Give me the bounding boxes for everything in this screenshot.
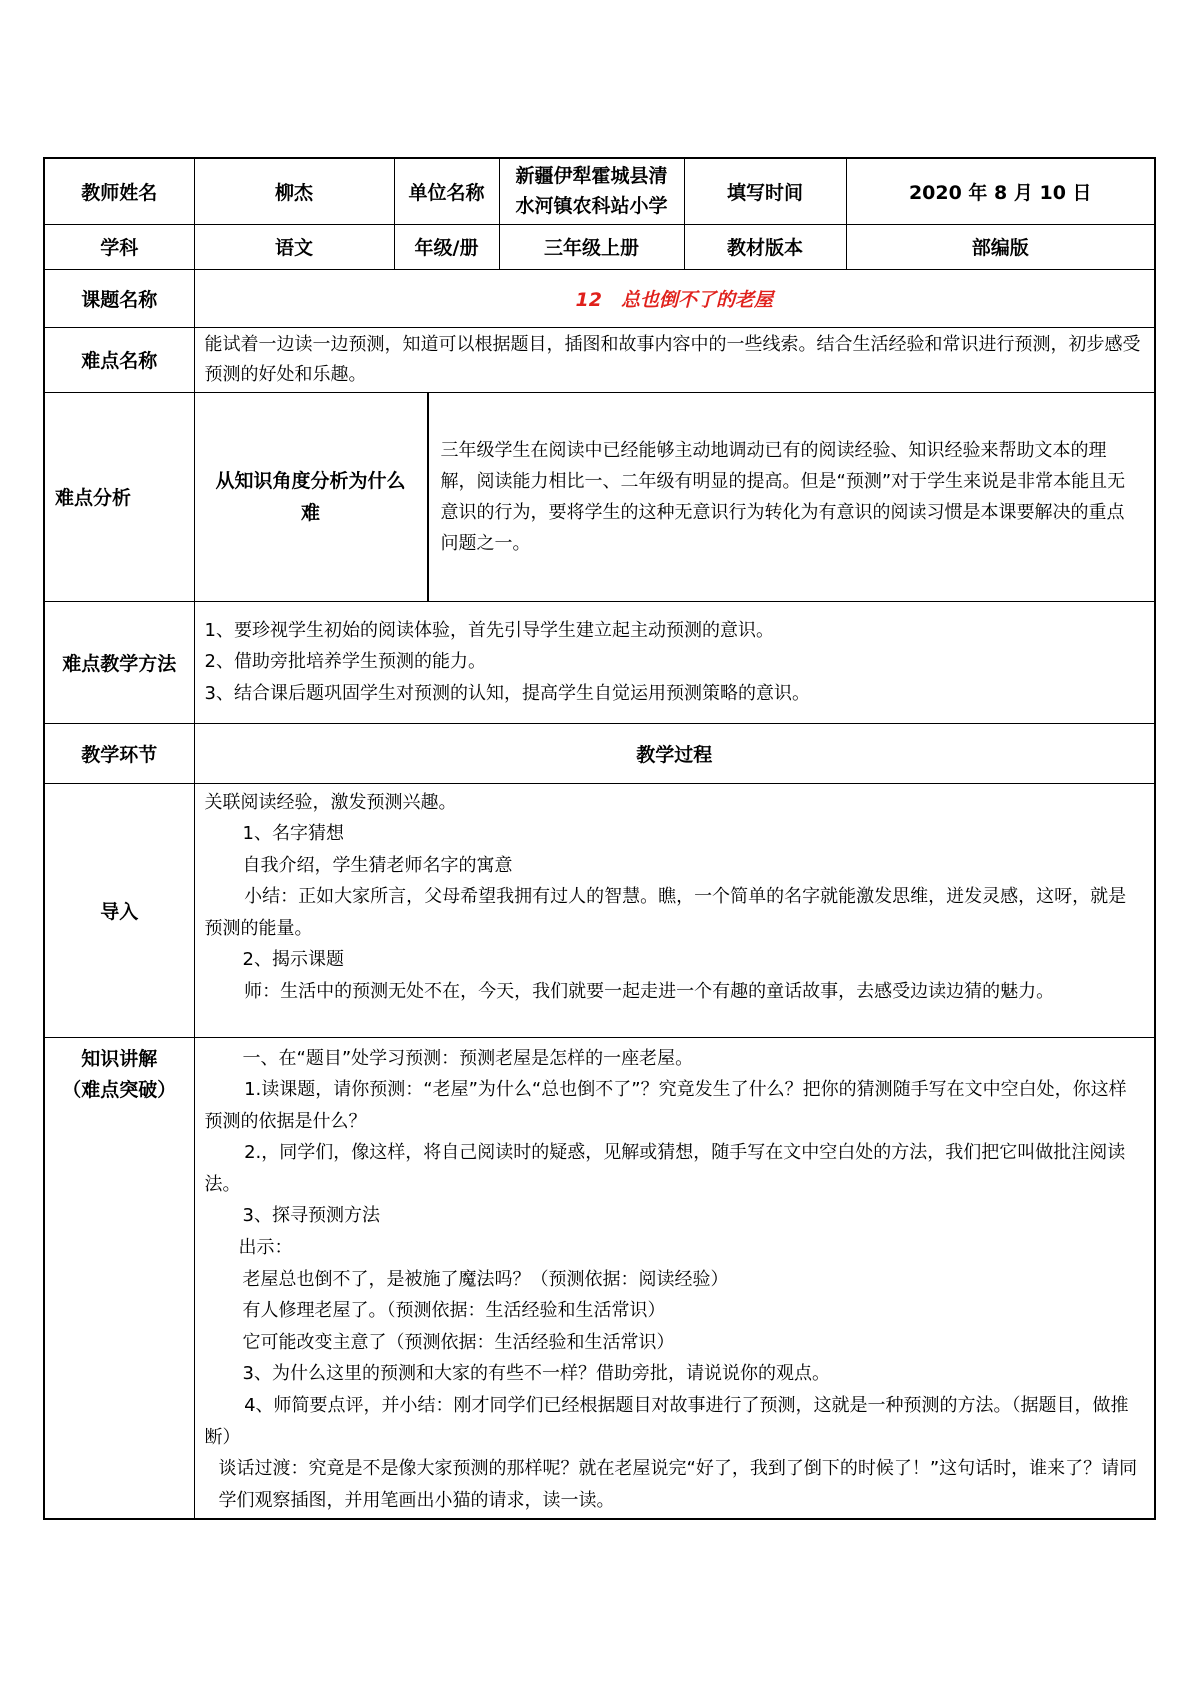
difficulty-name-text: 能试着一边读一边预测，知道可以根据题目，插图和故事内容中的一些线索。结合生活经验和常识进行预测，初步感受预测的好处和乐趣。 [194, 327, 1155, 392]
knowledge-row [44, 1037, 1155, 1519]
intro-line: 小结：正如大家所言，父母希望我拥有过人的智慧。瞧，一个简单的名字就能激发思维，迸发灵感，这呀，就是预测的能量。 [204, 886, 1127, 939]
subject-value: 语文 [194, 224, 394, 269]
knowledge-line: 它可能改变主意了（预测依据：生活经验和生活常识） [242, 1331, 675, 1353]
method-item: 1、要珍视学生初始的阅读体验，首先引导学生建立起主动预测的意识。 [204, 619, 774, 641]
method-label: 难点教学方法 [44, 601, 194, 723]
knowledge-label [44, 1037, 194, 1519]
date-value: 2020 年 8 月 10 日 [846, 158, 1155, 224]
edition-value: 部编版 [846, 224, 1155, 269]
unit-name-line1: 新疆伊犁霍城县清 [515, 165, 668, 188]
knowledge-line: 一、在“题目”处学习预测：预测老屋是怎样的一座老屋。 [242, 1047, 694, 1069]
analysis-sub-label: 从知识角度分析为什么难 [195, 393, 428, 601]
difficulty-name-row [44, 327, 1155, 392]
teacher-label: 教师姓名 [44, 158, 194, 224]
intro-line: 1、名字猜想 [242, 823, 344, 844]
lesson-title: 12 总也倒不了的老屋 [194, 269, 1155, 327]
unit-label: 单位名称 [394, 158, 499, 224]
difficulty-analysis-label: 难点分析 [44, 392, 194, 601]
knowledge-line: 1.读课题，请你预测：“老屋”为什么“总也倒不了”？究竟发生了什么？把你的猜测随手写在文中空白处，你这样预测的依据是什么？ [204, 1079, 1127, 1132]
difficulty-name-label: 难点名称 [44, 327, 194, 392]
intro-row [44, 783, 1155, 1037]
edition-label: 教材版本 [684, 224, 846, 269]
knowledge-line: 谈话过渡：究竟是不是像大家预测的那样呢？就在老屋说完“好了，我到了倒下的时候了！”这句话时，谁来了？请同学们观察插图，并用笔画出小猫的请求，读一读。 [218, 1458, 1138, 1511]
process-label: 教学过程 [194, 723, 1155, 783]
intro-line: 自我介绍，学生猜老师名字的寓意 [242, 854, 513, 876]
subject-label: 学科 [44, 224, 194, 269]
unit-name-line2: 水河镇农科站小学 [515, 195, 668, 218]
knowledge-content [194, 1037, 1155, 1519]
intro-label: 导入 [44, 783, 194, 1037]
knowledge-line: 老屋总也倒不了，是被施了魔法吗？（预测依据：阅读经验） [242, 1268, 729, 1290]
teacher-name: 柳杰 [194, 158, 394, 224]
analysis-text: 三年级学生在阅读中已经能够主动地调动已有的阅读经验、知识经验来帮助文本的理解，阅读能力相比一、二年级有明显的提高。但是“预测”对于学生来说是非常本能且无意识的行为，要将学生的这种无意识行为转化为有意识的阅读习惯是本课要解决的重点问题之一。 [440, 439, 1126, 554]
header-row-teacher [44, 158, 1155, 224]
grade-label: 年级/册 [394, 224, 499, 269]
header-row-subject [44, 224, 1155, 269]
knowledge-line: 出示： [238, 1237, 293, 1259]
difficulty-analysis-cell [194, 392, 1155, 601]
date-label: 填写时间 [684, 158, 846, 224]
intro-line: 师：生活中的预测无处不在，今天，我们就要一起走进一个有趣的童话故事，去感受边读边猜的魅力。 [244, 980, 1055, 1002]
intro-content [194, 783, 1155, 1037]
knowledge-line: 3、为什么这里的预测和大家的有些不一样？借助旁批，请说说你的观点。 [242, 1363, 830, 1385]
analysis-inner-table [195, 393, 1155, 601]
method-list [194, 601, 1155, 723]
stage-label: 教学环节 [44, 723, 194, 783]
knowledge-line: 2.，同学们，像这样，将自己阅读时的疑惑，见解或猜想，随手写在文中空白处的方法，我们把它叫做批注阅读法。 [204, 1142, 1126, 1195]
method-row [44, 601, 1155, 723]
grade-value: 三年级上册 [499, 224, 684, 269]
intro-line: 关联阅读经验，激发预测兴趣。 [204, 791, 457, 813]
difficulty-analysis-row [44, 392, 1155, 601]
knowledge-line: 有人修理老屋了。（预测依据：生活经验和生活常识） [242, 1300, 666, 1322]
lesson-plan-table [43, 157, 1156, 1520]
lesson-title-row [44, 269, 1155, 327]
intro-line: 2、揭示课题 [242, 949, 344, 970]
method-item: 2、借助旁批培养学生预测的能力。 [204, 651, 486, 673]
lesson-title-label: 课题名称 [44, 269, 194, 327]
unit-name [499, 158, 684, 224]
lesson-plan-document [43, 157, 1154, 1520]
knowledge-line: 4、师简要点评，并小结：刚才同学们已经根据题目对故事进行了预测，这就是一种预测的方法。（据题目，做推断） [204, 1395, 1129, 1448]
method-item: 3、结合课后题巩固学生对预测的认知，提高学生自觉运用预测策略的意识。 [204, 682, 810, 704]
knowledge-label-line1: 知识讲解 [81, 1047, 158, 1070]
knowledge-label-line2: （难点突破） [62, 1078, 177, 1101]
process-header-row [44, 723, 1155, 783]
knowledge-line: 3、探寻预测方法 [242, 1205, 380, 1227]
